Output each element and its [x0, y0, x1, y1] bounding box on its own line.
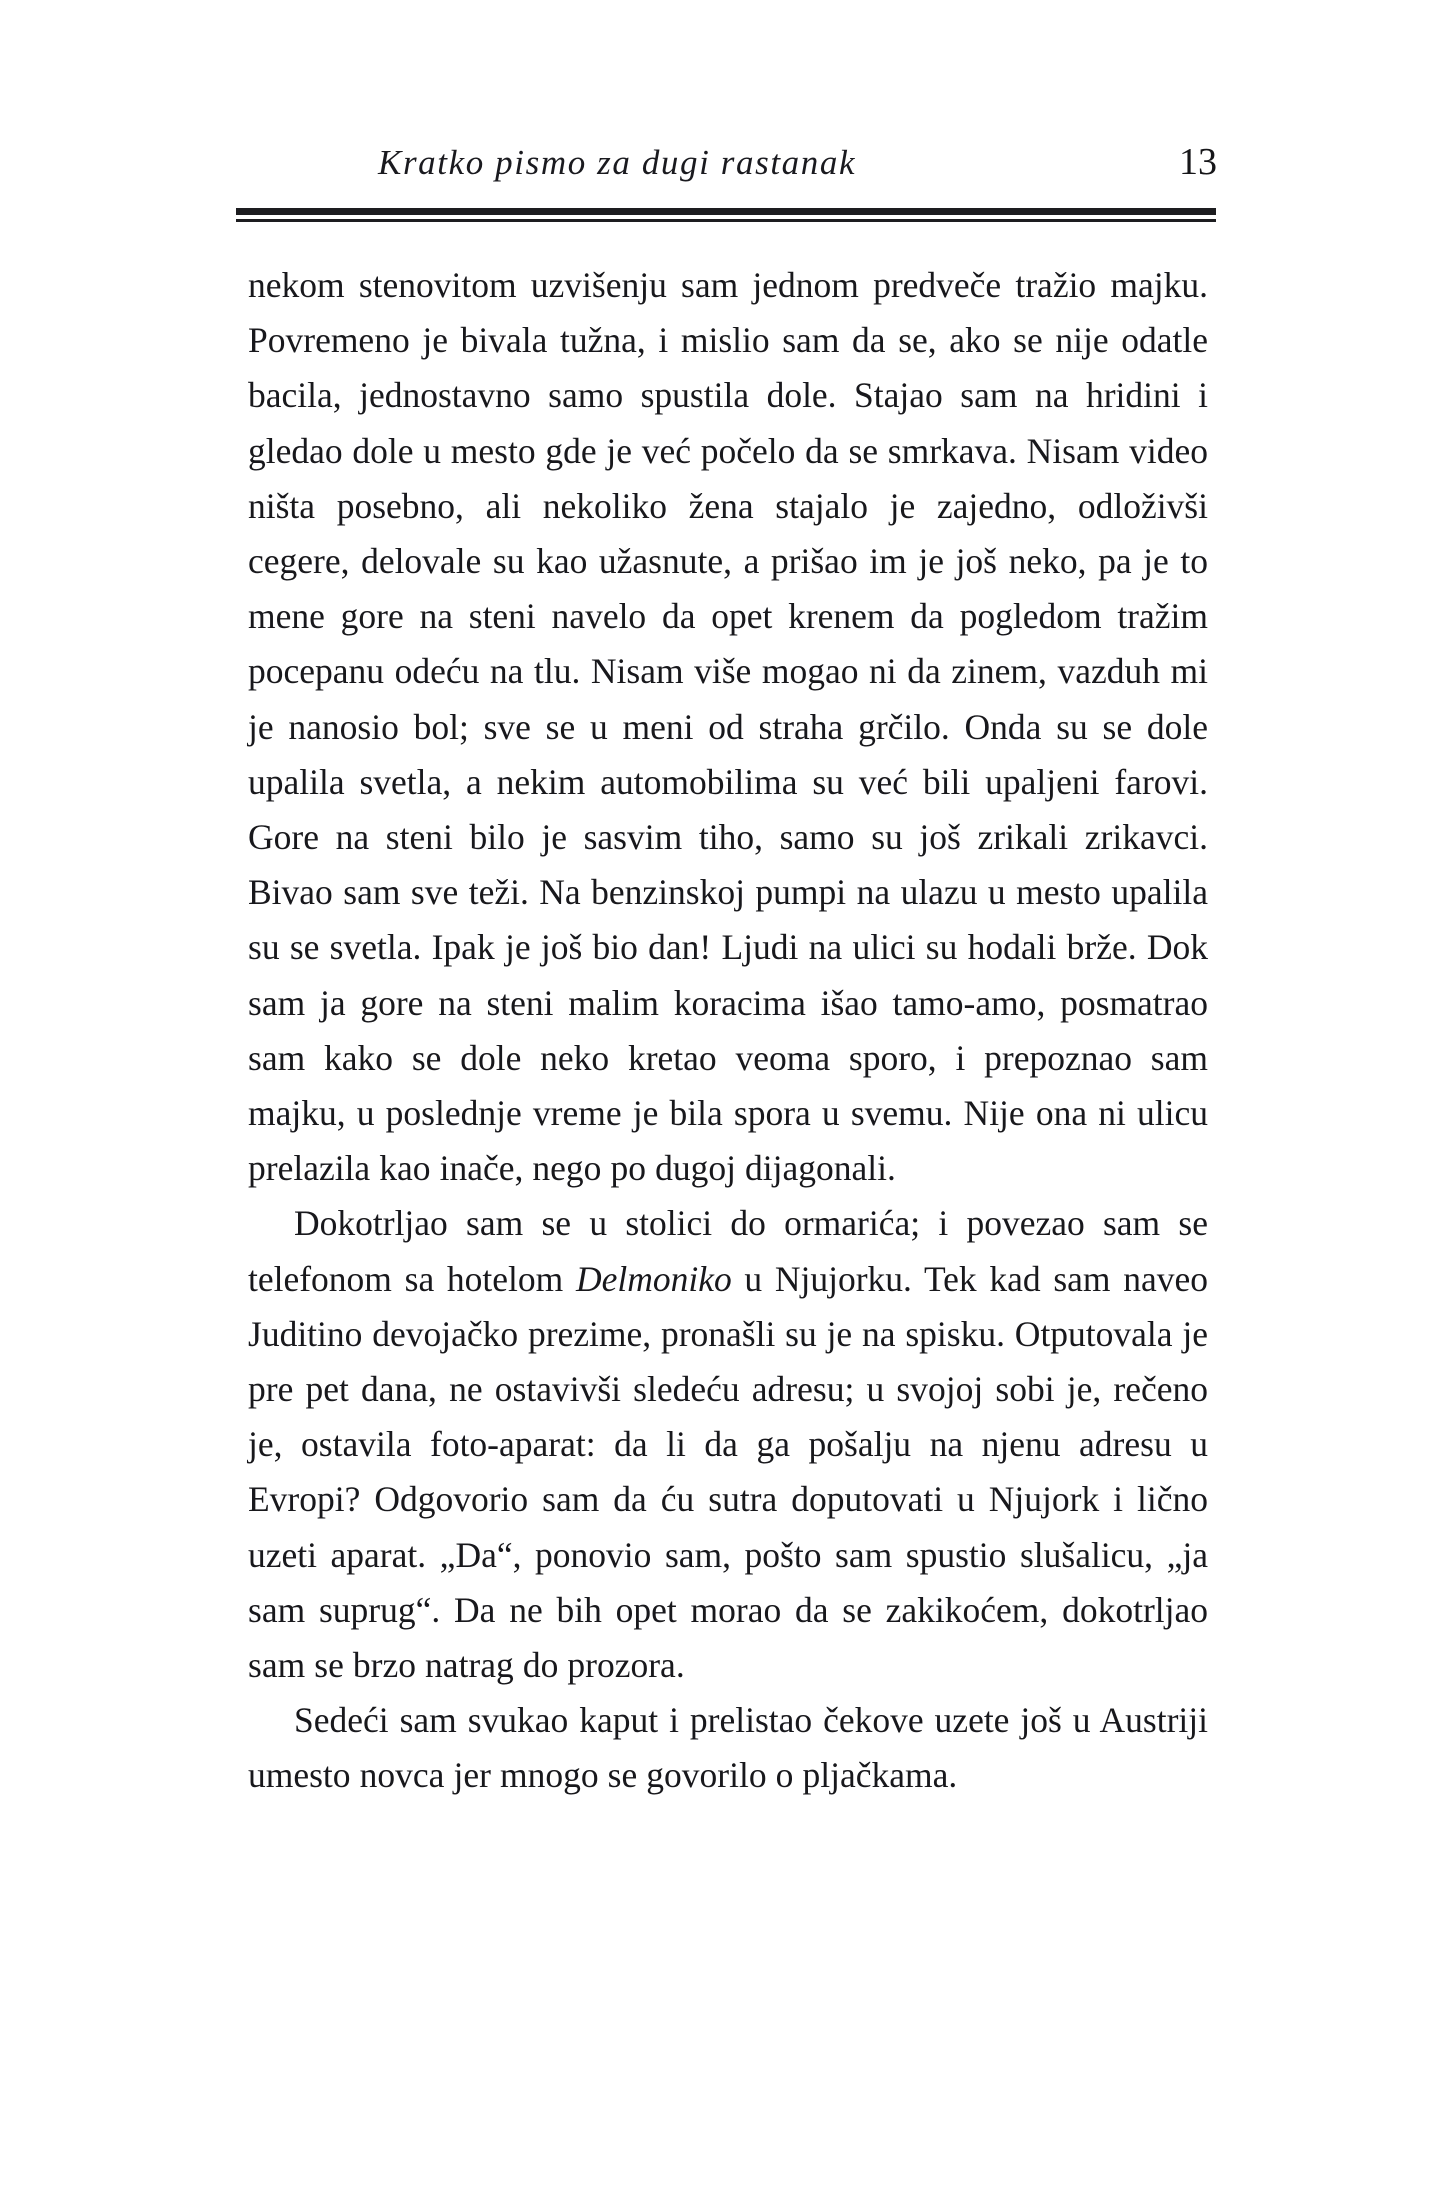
body-text — [248, 258, 1208, 1804]
paragraph-2-part-2: u Njujorku. Tek kad sam naveo Juditino devojačko prezime, pronašli su je na spisku. Otputovala je pre pet dana, ne ostavivši sledeću adresu; u svojoj sobi je, rečeno je, ostavila foto-aparat: da li da ga pošalju na njenu adresu u Evropi? Odgovorio sam da ću sutra doputovati u Njujork i lično uzeti aparat. „Da“, ponovio sam, pošto sam spustio slušalicu, „ja sam suprug“. Da ne bih opet morao da se zakikoćem, dokotrljao sam se brzo natrag do prozora. — [248, 1258, 1208, 1686]
page-number: 13 — [1179, 141, 1217, 183]
rule-thick — [236, 208, 1216, 215]
paragraph-2 — [248, 1196, 1208, 1693]
paragraph-1: nekom stenovitom uzvišenju sam jednom predveče tražio majku. Povremeno je bivala tužna, i mislio sam da se, ako se nije odatle bacila, jednostavno samo spustila dole. Stajao sam na hridini i gledao dole u mesto gde je već počelo da se smrkava. Nisam video ništa posebno, ali nekoliko žena stajalo je zajedno, odloživši cegere, delovale su kao užasnute, a prišao im je još neko, pa je to mene gore na steni navelo da opet krenem da pogledom tražim pocepanu odeću na tlu. Nisam više mogao ni da zinem, vazduh mi je nanosio bol; sve se u meni od straha grčilo. Onda su se dole upalila svetla, a nekim automobilima su već bili upaljeni farovi. Gore na steni bilo je sasvim tiho, samo su još zrikali zrikavci. Bivao sam sve teži. Na benzinskoj pumpi na ulazu u mesto upalila su se svetla. Ipak je još bio dan! Ljudi na ulici su hodali brže. Dok sam ja gore na steni malim koracima išao tamo-amo, posmatrao sam kako se dole neko kretao veoma sporo, i prepoznao sam majku, u poslednje vreme je bila spora u svemu. Nije ona ni ulicu prelazila kao inače, nego po dugoj dijagonali. — [248, 265, 1208, 1189]
paragraph-3: Sedeći sam svukao kaput i prelistao čekove uzete još u Austriji umesto novca jer mnogo se govorilo o pljačkama. — [248, 1700, 1208, 1796]
hotel-name-italic: Delmoniko — [575, 1258, 732, 1299]
running-head-title: Kratko pismo za dugi rastanak — [378, 143, 857, 182]
rule-thin — [236, 219, 1216, 222]
paragraph-2-part-1: Dokotrljao sam se u stolici do ormarića; i povezao sam se telefonom sa hotelom — [248, 1203, 1208, 1299]
header-double-rule — [236, 208, 1216, 222]
running-head — [232, 140, 1217, 184]
